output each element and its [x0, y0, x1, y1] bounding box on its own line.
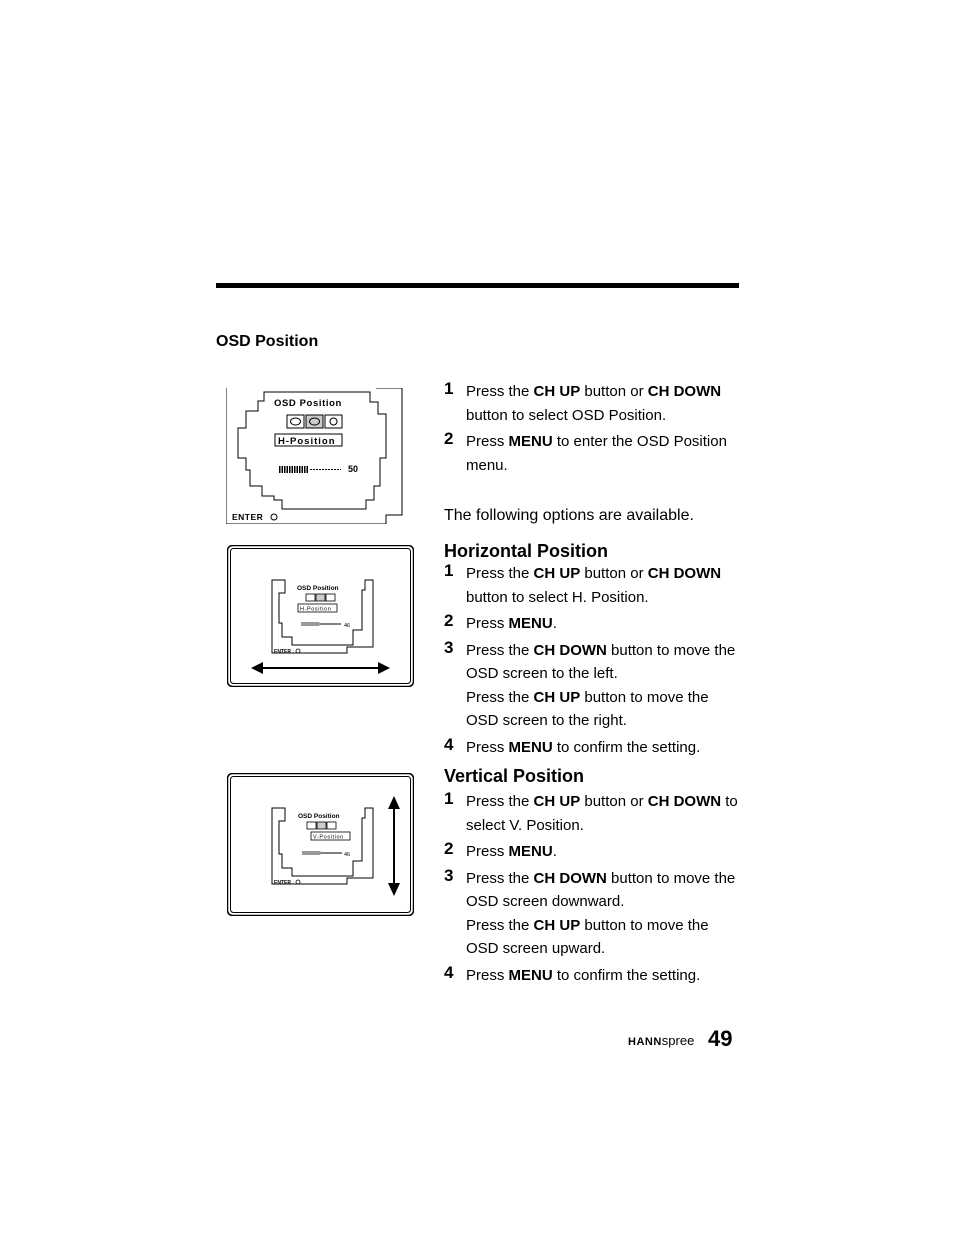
step-text: Press MENU to confirm the setting. — [466, 966, 701, 984]
intro-steps — [444, 380, 744, 480]
step-number: 4 — [444, 734, 454, 754]
h-osd-item: H-Position — [300, 606, 332, 613]
horizontal-step-3 — [444, 639, 744, 733]
step-number: 1 — [444, 789, 454, 808]
horizontal-position-title: Horizontal Position — [444, 541, 608, 561]
level-segment — [294, 466, 296, 473]
up-down-arrow — [388, 796, 400, 896]
level-fill — [301, 622, 319, 626]
step-number: 1 — [444, 561, 454, 580]
osd-menu-figure — [226, 388, 406, 524]
step-text: Press the CH DOWN button to move the OSD screen to the left. — [466, 641, 736, 682]
step-text: Press the CH UP button or CH DOWN button to select H. Position. — [466, 565, 722, 606]
options-note: The following options are available. — [444, 507, 694, 524]
step-number: 2 — [444, 429, 454, 448]
step-text: Press the CH UP button or CH DOWN button to select OSD Position. — [466, 383, 722, 424]
h-osd-title: OSD Position — [297, 585, 339, 592]
v-position-value: 46 — [344, 852, 351, 858]
v-enter-label: ENTER — [274, 880, 291, 886]
v-osd-item: V-Position — [313, 834, 344, 841]
level-segment — [284, 466, 286, 473]
h-position-value: 46 — [344, 623, 351, 629]
h-enter-label: ENTER — [274, 649, 291, 655]
brand-logo: HANNspree — [628, 1033, 695, 1048]
intro-step-2 — [444, 430, 744, 477]
step-text: Press MENU. — [466, 843, 557, 860]
page-title: OSD Position — [216, 333, 319, 350]
step-text: Press MENU. — [466, 615, 557, 632]
vertical-position-title: Vertical Position — [444, 766, 585, 786]
osd-menu-title: OSD Position — [274, 398, 342, 409]
level-segment — [307, 466, 309, 473]
enter-icon — [271, 514, 277, 520]
vertical-tv-figure — [227, 773, 414, 916]
vertical-step-1 — [444, 790, 744, 837]
top-rule — [216, 283, 739, 288]
step-number: 3 — [444, 865, 454, 885]
enter-label: ENTER — [232, 512, 264, 522]
level-segment — [304, 466, 306, 473]
horizontal-step-2 — [444, 612, 744, 636]
horizontal-steps — [444, 562, 744, 762]
position-level-bar — [279, 466, 341, 473]
step-number: 2 — [444, 611, 454, 630]
level-segment — [299, 466, 301, 473]
v-level-bar — [302, 851, 342, 855]
step-text: Press MENU to confirm the setting. — [466, 738, 701, 756]
step-number: 4 — [444, 962, 454, 982]
vertical-steps — [444, 790, 744, 990]
left-right-arrow — [251, 662, 390, 674]
step-text: Press MENU to enter the OSD Position menu. — [466, 433, 727, 474]
v-osd-title: OSD Position — [298, 813, 340, 820]
position-value: 50 — [348, 464, 359, 474]
step-extra-text: Press the CH UP button to move the OSD screen upward. — [466, 916, 709, 957]
h-level-bar — [301, 622, 341, 626]
vertical-step-3 — [444, 867, 744, 961]
horizontal-step-4 — [444, 736, 744, 760]
level-segment — [292, 466, 294, 473]
step-extra-text: Press the CH UP button to move the OSD screen to the right. — [466, 688, 709, 729]
step-number: 1 — [444, 379, 454, 398]
osd-menu-icons — [287, 415, 342, 428]
level-segment — [287, 466, 289, 473]
level-segment — [297, 466, 299, 473]
page-number: 49 — [708, 1026, 733, 1051]
step-number: 3 — [444, 637, 454, 657]
horizontal-tv-figure — [227, 545, 414, 687]
level-segment — [279, 466, 281, 473]
osd-menu-item: H-Position — [278, 436, 336, 447]
level-segment — [289, 466, 291, 473]
step-text: Press the CH UP button or CH DOWN to select V. Position. — [466, 793, 738, 834]
vertical-step-4 — [444, 964, 744, 988]
level-fill — [302, 851, 320, 855]
vertical-step-2 — [444, 840, 744, 864]
intro-step-1 — [444, 380, 744, 427]
step-number: 2 — [444, 839, 454, 858]
horizontal-step-1 — [444, 562, 744, 609]
level-segment — [282, 466, 284, 473]
level-segment — [302, 466, 304, 473]
step-text: Press the CH DOWN button to move the OSD screen downward. — [466, 869, 736, 910]
